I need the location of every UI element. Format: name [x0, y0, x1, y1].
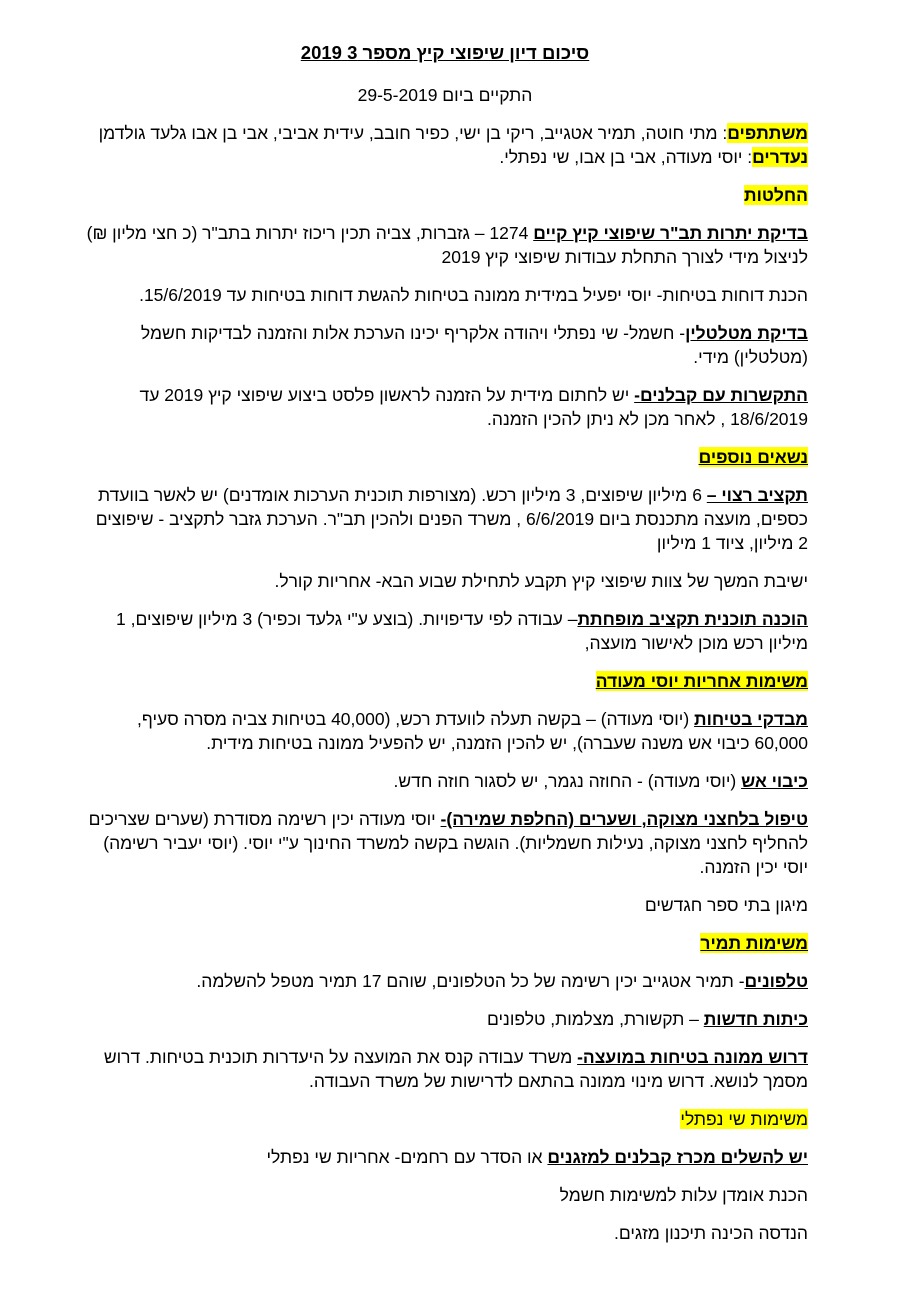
shai-item-ac-planning: הנדסה הכינה תיכנון מזגים.: [614, 1223, 808, 1243]
yossi-item-panic-buttons: טיפול בלחצני מצוקה, ושערים (החלפת שמירה)- יוסי מעודה יכין רשימה מסודרת (שערים שצריכים להחליף לחצני מצוקה, נעילות חשמליות). הוגשה בקשה למשרד החינוך ע"י יוסי. (יוסי יעביר רשימה) יוסי יכין הזמנה.: [88, 809, 808, 877]
additional-item-reduced-budget-title: הוכנה תוכנית תקציב מופחתת: [577, 609, 808, 629]
yossi-item-school-protection: מיגון בתי ספר חגדשים: [644, 895, 808, 915]
tamir-item-phones-title: טלפונים: [744, 971, 808, 991]
additional-item-reduced-budget: הוכנה תוכנית תקציב מופחתת– עבודה לפי עדיפויות. (בוצע ע"י גלעד וכפיר) 3 מיליון שיפוצים, 1 מיליון רכש מוכן לאישור מועצה,: [116, 609, 808, 653]
yossi-heading-line: [82, 669, 808, 693]
tamir-item-phones: טלפונים- תמיר אטגייב יכין רשימה של כל הטלפונים, שוהם 17 תמיר מטפל להשלמה.: [196, 971, 808, 991]
tamir-heading: משימות תמיר: [700, 933, 808, 953]
participants-label: משתתפים: [727, 123, 808, 143]
tamir-item-safety-officer-title: דרוש ממונה בטיחות במועצה-: [577, 1047, 808, 1067]
yossi-item-fire-service: כיבוי אש (יוסי מעודה) - החוזה נגמר, יש לסגור חוזה חדש.: [393, 771, 808, 791]
decision-item-contractors: התקשרות עם קבלנים- יש לחתום מידית על הזמנה לראשון פלסט ביצוע שיפוצי קיץ 2019 עד 18/6/2019 , לאחר מכן לא ניתן להכין הזמנה.: [139, 385, 808, 429]
document-title: סיכום דיון שיפוצי קיץ מספר 3 2019: [300, 42, 590, 63]
yossi-item-panic-buttons-title: טיפול בלחצני מצוקה, ושערים (החלפת שמירה)-: [440, 809, 808, 829]
decision-item-budget-balance-title: בדיקת יתרות תב"ר שיפוצי קיץ קיים: [533, 223, 808, 243]
participants-text: : מתי חוטה, תמיר אטגייב, ריקי בן ישי, כפיר חובב, עידית אביבי, אבי בן אבו גלעד גולדמן: [98, 123, 728, 143]
decision-item-budget-balance: בדיקת יתרות תב"ר שיפוצי קיץ קיים 1274 – גזברות, צביה תכין ריכוז יתרות בתב"ר (כ חצי מליון ₪) לניצול מידי לצורך התחלת עבודות שיפוצי קיץ 2019: [86, 223, 808, 267]
tamir-item-new-classes-title: כיתות חדשות: [703, 1009, 808, 1029]
tamir-item-safety-officer: דרוש ממונה בטיחות במועצה- משרד עבודה קנס את המועצה על היעדרות תוכנית בטיחות. דרוש מסמך לנושא. דרוש מינוי ממונה בהתאם לדרישות של משרד העבודה.: [103, 1047, 808, 1091]
participants-paragraph: [82, 121, 808, 169]
shai-item-electric-estimate: הכנת אומדן עלות למשימות חשמל: [559, 1185, 808, 1205]
yossi-item-safety-inspections-title: מבדקי בטיחות: [694, 709, 808, 729]
additional-item-desired-budget: תקציב רצוי – 6 מיליון שיפוצים, 3 מיליון רכש. (מצורפות תוכנית הערכות אומדנים) יש לאשר בוועדת כספים, מועצה מתכנסת ביום 6/6/2019 , משרד הפנים ולהכין תב"ר. הערכת גזבר לתקציב - שיפוצים 2 מיליון, ציוד 1 מיליון: [95, 485, 808, 553]
additional-heading-line: [82, 445, 808, 469]
absent-label: נעדרים: [752, 147, 808, 167]
meeting-date: התקיים ביום 29-5-2019: [357, 85, 533, 105]
shai-item-ac-tender-title: יש להשלים מכרז קבלנים למזגנים: [547, 1147, 808, 1167]
additional-item-followup-meeting: ישיבת המשך של צוות שיפוצי קיץ תקבע לתחילת שבוע הבא- אחריות קורל.: [274, 571, 808, 591]
yossi-heading: משימות אחריות יוסי מעודה: [595, 671, 808, 691]
decision-item-contractors-title: התקשרות עם קבלנים-: [634, 385, 808, 405]
decisions-heading-line: [82, 183, 808, 207]
decisions-heading: החלטות: [744, 185, 808, 205]
shai-item-ac-tender: יש להשלים מכרז קבלנים למזגנים או הסדר עם רחמים- אחריות שי נפתלי: [266, 1147, 808, 1167]
yossi-item-fire-service-title: כיבוי אש: [741, 771, 808, 791]
shai-heading-line: [82, 1107, 808, 1131]
yossi-item-safety-inspections: מבדקי בטיחות (יוסי מעודה) – בקשה תעלה לוועדת רכש, (40,000 בטיחות צביה מסרה סעיף, 60,000 כיבוי אש משנה שעברה), יש להכין הזמנה, יש להפעיל ממונה בטיחות מידית.: [137, 709, 808, 753]
absent-text: : יוסי מעודה, אבי בן אבו, שי נפתלי.: [499, 147, 753, 167]
additional-heading: נשאים נוספים: [698, 447, 808, 467]
shai-heading: משימות שי נפתלי: [680, 1109, 808, 1129]
tamir-heading-line: [82, 931, 808, 955]
tamir-item-new-classes: כיתות חדשות – תקשורת, מצלמות, טלפונים: [486, 1009, 808, 1029]
decision-item-electric-check: בדיקת מטלטלין- חשמל- שי נפתלי ויהודה אלקריף יכינו הערכת אלות והזמנה לבדיקות חשמל (מטלטלין) מידי.: [140, 323, 808, 367]
additional-item-desired-budget-title: תקציב רצוי –: [706, 485, 808, 505]
decision-item-safety-reports: הכנת דוחות בטיחות- יוסי יפעיל במידית ממונה בטיחות להגשת דוחות בטיחות עד 15/6/2019.: [139, 285, 808, 305]
decision-item-electric-check-title: בדיקת מטלטלין: [685, 323, 808, 343]
